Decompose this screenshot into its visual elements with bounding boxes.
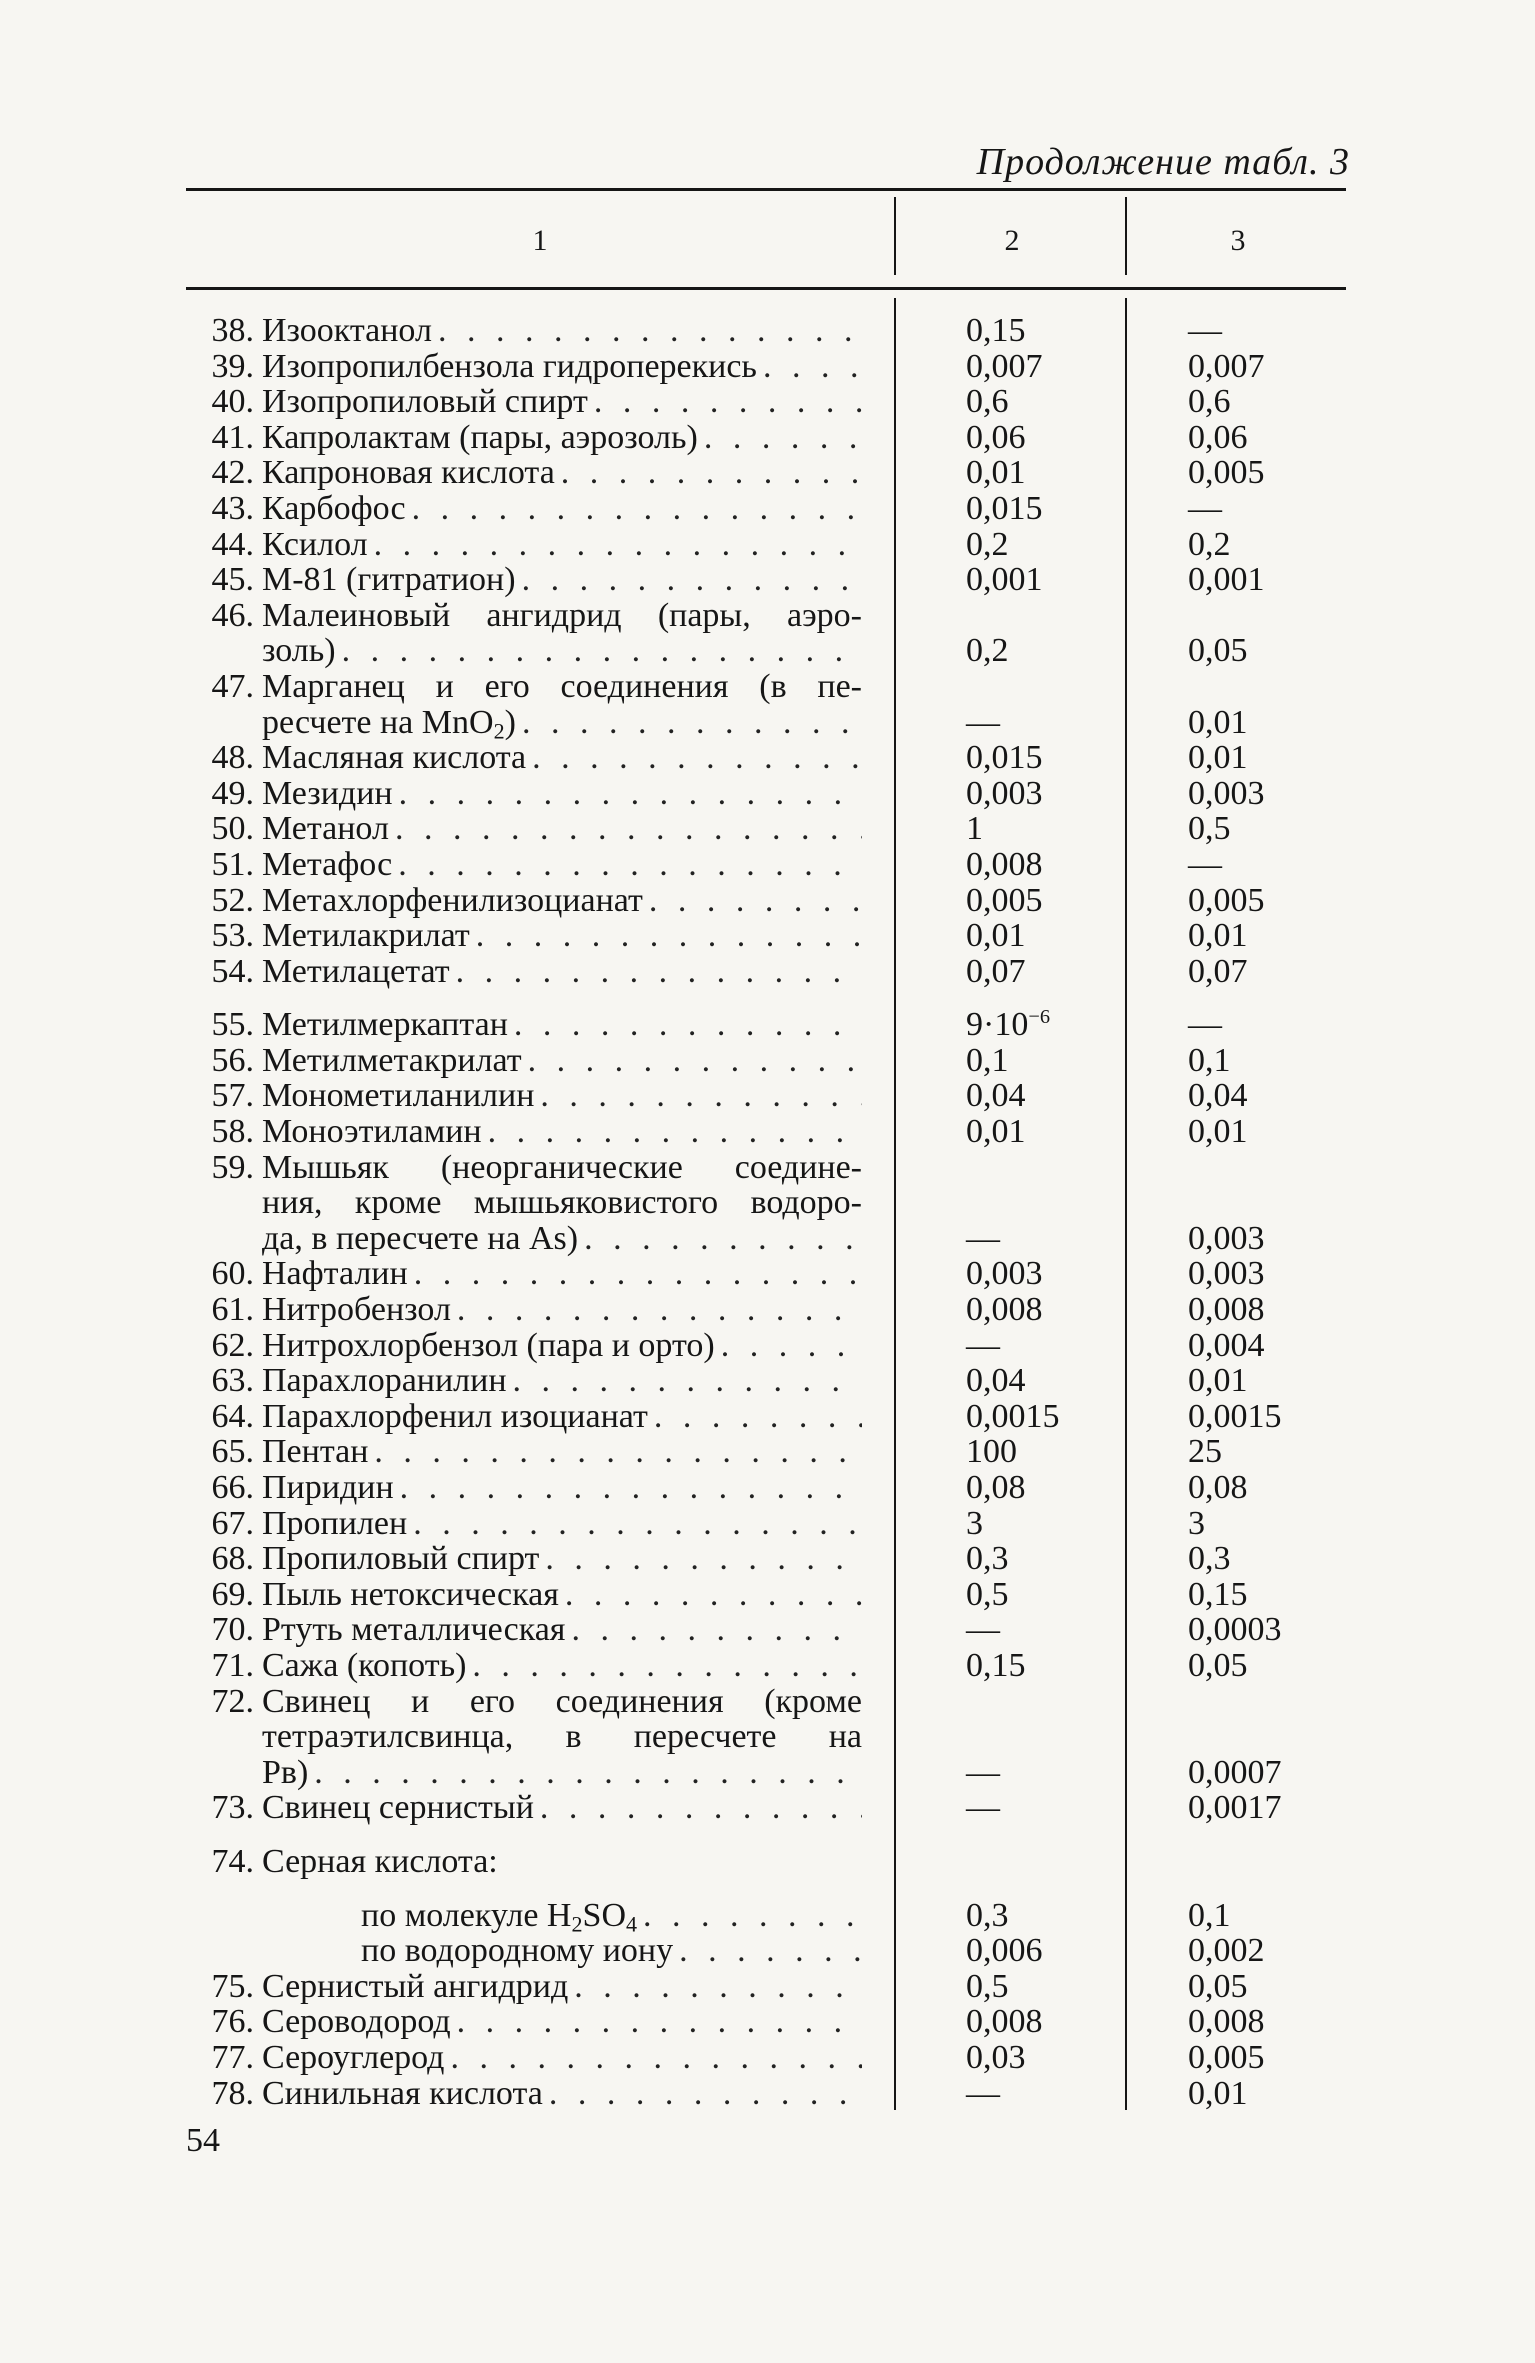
substance-name: Марганец и его соединения (в пе- ресчете на MnO$_2$) . . .	[262, 669, 862, 740]
value-column-3: —	[1188, 489, 1222, 527]
table-row	[186, 954, 1346, 990]
substance-name: Ксилол . . .	[262, 527, 862, 563]
row-number: 49.	[211, 774, 254, 812]
table-row	[186, 491, 1346, 527]
value-column-2: 0,3	[966, 1896, 1009, 1934]
value-column-3: 0,003	[1188, 774, 1265, 812]
dot-leader	[507, 1363, 862, 1399]
substance-name: Метахлорфенилизоцианат . . .	[262, 883, 862, 919]
value-column-3: 3	[1188, 1504, 1205, 1542]
value-column-3: 0,003	[1188, 1255, 1265, 1293]
table-row	[186, 2040, 1346, 2076]
dot-leader	[568, 1969, 862, 2005]
row-number: 41.	[211, 418, 254, 456]
value-column-2: 0,01	[966, 1113, 1026, 1151]
dot-leader	[516, 705, 862, 741]
dot-leader	[559, 1577, 862, 1613]
value-column-2: —	[966, 1753, 1000, 1791]
value-column-3: 0,6	[1188, 383, 1231, 421]
column-header-2: 2	[1004, 224, 1020, 257]
value-column-3: 0,0003	[1188, 1611, 1282, 1649]
value-column-3: 25	[1188, 1433, 1222, 1471]
dot-leader	[757, 349, 862, 385]
row-number: 75.	[211, 1967, 254, 2005]
table-row	[186, 1790, 1346, 1826]
dot-leader	[578, 1221, 862, 1257]
dot-leader	[555, 455, 862, 491]
substance-name: Парахлорфенил изоцианат . . .	[262, 1399, 862, 1435]
substance-name: Пропилен . . .	[262, 1506, 862, 1542]
row-number: 53.	[211, 917, 254, 955]
value-column-2: 0,04	[966, 1077, 1026, 1115]
table-row	[186, 1328, 1346, 1364]
substance-name: по молекуле $H_2SO_4$ . . .	[361, 1898, 862, 1934]
substance-name: Свинец сернистый . . .	[262, 1790, 862, 1826]
row-number: 57.	[211, 1077, 254, 1115]
substance-name: Пыль нетоксическая . . .	[262, 1577, 862, 1613]
value-column-3: 0,0015	[1188, 1397, 1282, 1435]
table-row	[186, 384, 1346, 420]
header-bottom-rule	[186, 287, 1346, 290]
value-column-2: 0,15	[966, 1646, 1026, 1684]
row-number: 61.	[211, 1291, 254, 1329]
table-row	[186, 918, 1346, 954]
substance-name: Метилакрилат . . .	[262, 918, 862, 954]
row-number: 73.	[211, 1789, 254, 1827]
row-number: 68.	[211, 1540, 254, 1578]
value-column-3: 0,05	[1188, 1646, 1248, 1684]
value-column-2: 0,015	[966, 489, 1043, 527]
substance-name: по водородному иону . . .	[361, 1933, 862, 1969]
dot-leader	[394, 1470, 862, 1506]
value-column-3: 0,3	[1188, 1540, 1231, 1578]
row-number: 40.	[211, 383, 254, 421]
substance-name: Пиридин . . .	[262, 1470, 862, 1506]
value-column-3: —	[1188, 312, 1222, 349]
value-column-2: 0,5	[966, 1967, 1009, 2005]
dot-leader	[393, 776, 862, 812]
dot-leader	[482, 1114, 862, 1150]
table-row	[186, 1969, 1346, 2005]
dot-leader	[451, 2004, 862, 2040]
table-row	[186, 667, 1346, 744]
value-column-3: 0,01	[1188, 739, 1248, 777]
row-number: 47.	[211, 667, 254, 705]
table-row	[186, 1078, 1346, 1114]
dot-leader	[508, 1007, 862, 1043]
row-number: 60.	[211, 1255, 254, 1293]
table-row	[186, 455, 1346, 491]
table-row	[186, 883, 1346, 919]
value-column-3: 0,06	[1188, 418, 1248, 456]
dot-leader	[715, 1328, 862, 1364]
row-number: 56.	[211, 1041, 254, 1079]
substance-name: Карбофос . . .	[262, 491, 862, 527]
value-column-2: 0,15	[966, 312, 1026, 349]
row-number: 50.	[211, 810, 254, 848]
dot-leader	[308, 1755, 862, 1791]
value-column-2: —	[966, 1326, 1000, 1364]
value-column-3: 0,008	[1188, 1291, 1265, 1329]
value-column-2: 0,008	[966, 1291, 1043, 1329]
value-column-3: —	[1188, 845, 1222, 883]
row-number: 65.	[211, 1433, 254, 1471]
row-number: 46.	[211, 596, 254, 634]
table-row	[186, 811, 1346, 847]
value-column-3: 0,0017	[1188, 1789, 1282, 1827]
row-number: 38.	[211, 312, 254, 349]
dot-leader	[588, 384, 862, 420]
value-column-2: —	[966, 1611, 1000, 1649]
value-column-2: 0,01	[966, 454, 1026, 492]
substance-name: Пентан . . .	[262, 1434, 862, 1470]
value-column-2: 0,0015	[966, 1397, 1060, 1435]
dot-leader	[565, 1612, 862, 1648]
substance-name: Метафос . . .	[262, 847, 862, 883]
value-column-3: 0,005	[1188, 2038, 1265, 2076]
table-row	[186, 1256, 1346, 1292]
table-row	[186, 1612, 1346, 1648]
row-number: 42.	[211, 454, 254, 492]
header-divider-1	[894, 197, 896, 275]
value-column-2: —	[966, 703, 1000, 741]
value-column-2: 0,06	[966, 418, 1026, 456]
column-header-1: 1	[532, 224, 548, 257]
table-row	[186, 562, 1346, 598]
substance-name: Малеиновый ангидрид (пары, аэро- золь) . . .	[262, 598, 862, 669]
table-row	[186, 2076, 1346, 2112]
column-header-3: 3	[1230, 224, 1246, 257]
dot-leader	[368, 527, 862, 563]
value-column-3: 0,007	[1188, 347, 1265, 385]
value-column-2: 0,008	[966, 2003, 1043, 2041]
value-column-3: 0,0007	[1188, 1753, 1282, 1791]
substance-name: Изопропилбензола гидроперекись . . .	[262, 349, 862, 385]
substance-name: Нафталин . . .	[262, 1256, 862, 1292]
table-row	[186, 1399, 1346, 1435]
value-column-3: 0,008	[1188, 2003, 1265, 2041]
value-column-3: 0,003	[1188, 1219, 1265, 1257]
dot-leader	[470, 918, 862, 954]
dot-leader	[444, 2040, 862, 2076]
table-row	[186, 1363, 1346, 1399]
value-column-3: 0,1	[1188, 1041, 1231, 1079]
table-row	[186, 1150, 1346, 1257]
table-row	[186, 1648, 1346, 1684]
dot-leader	[543, 2076, 862, 2112]
table-row	[186, 1007, 1346, 1043]
value-column-2: 0,003	[966, 774, 1043, 812]
substance-name: Парахлоранилин . . .	[262, 1363, 862, 1399]
row-number: 43.	[211, 489, 254, 527]
value-column-2: 0,003	[966, 1255, 1043, 1293]
row-number: 72.	[211, 1682, 254, 1720]
value-column-2: 100	[966, 1433, 1017, 1471]
dot-leader	[451, 1292, 862, 1328]
value-column-3: 0,05	[1188, 1967, 1248, 2005]
row-number: 48.	[211, 739, 254, 777]
dot-leader	[522, 1043, 862, 1079]
value-column-3: 0,08	[1188, 1469, 1248, 1506]
value-column-2: —	[966, 1219, 1000, 1257]
value-column-3: 0,004	[1188, 1326, 1265, 1364]
table-row	[186, 1292, 1346, 1328]
value-column-2: 0,07	[966, 952, 1026, 990]
row-number: 64.	[211, 1397, 254, 1435]
value-column-2: —	[966, 1789, 1000, 1827]
value-column-3: 0,01	[1188, 1362, 1248, 1400]
dot-leader	[673, 1933, 862, 1969]
value-column-2: 0,008	[966, 845, 1043, 883]
dot-leader	[466, 1648, 862, 1684]
dot-leader	[637, 1898, 862, 1934]
dot-leader	[526, 740, 862, 776]
row-number: 69.	[211, 1575, 254, 1613]
table-row	[186, 1933, 1346, 1969]
table-row	[186, 1114, 1346, 1150]
table-continuation-caption: Продолжение табл. 3	[976, 141, 1350, 183]
dot-leader	[698, 420, 862, 456]
table-top-rule	[186, 188, 1346, 191]
dot-leader	[450, 954, 862, 990]
dot-leader	[406, 491, 862, 527]
substance-name: Пропиловый спирт . . .	[262, 1541, 862, 1577]
table-row	[186, 527, 1346, 563]
value-column-2: 0,2	[966, 632, 1009, 670]
value-column-2: 1	[966, 810, 983, 848]
row-number: 63.	[211, 1362, 254, 1400]
value-column-3: 0,002	[1188, 1932, 1265, 1970]
substance-name: Моноэтиламин . . .	[262, 1114, 862, 1150]
table-row	[186, 349, 1346, 385]
value-column-2: 0,08	[966, 1469, 1026, 1506]
table-row	[186, 313, 1346, 349]
table-row	[186, 1434, 1346, 1470]
table-row	[186, 420, 1346, 456]
row-number: 78.	[211, 2074, 254, 2112]
page-number: 54	[186, 2122, 220, 2159]
value-column-3: 0,15	[1188, 1575, 1248, 1613]
value-column-3: 0,001	[1188, 561, 1265, 599]
row-number: 66.	[211, 1469, 254, 1506]
value-column-2: 0,006	[966, 1932, 1043, 1970]
dot-leader	[516, 562, 862, 598]
substance-name: Изооктанол . . .	[262, 313, 862, 349]
value-column-3: 0,005	[1188, 881, 1265, 919]
value-column-3: 0,01	[1188, 917, 1248, 955]
dot-leader	[407, 1506, 862, 1542]
value-column-2: 0,04	[966, 1362, 1026, 1400]
row-number: 44.	[211, 525, 254, 563]
value-column-2: 0,3	[966, 1540, 1009, 1578]
value-column-3: —	[1188, 1006, 1222, 1044]
row-number: 59.	[211, 1148, 254, 1186]
value-column-2: $9\cdot 10^{-6}$	[966, 1006, 1051, 1044]
dot-leader	[408, 1256, 862, 1292]
value-column-3: 0,2	[1188, 525, 1231, 563]
substance-name: Серная кислота:	[262, 1842, 498, 1880]
value-column-3: 0,04	[1188, 1077, 1248, 1115]
row-number: 54.	[211, 952, 254, 990]
value-column-2: 0,1	[966, 1041, 1009, 1079]
dot-leader	[336, 633, 862, 669]
value-column-3: 0,01	[1188, 703, 1248, 741]
substance-name: Сернистый ангидрид . . .	[262, 1969, 862, 2005]
substance-name: Свинец и его соединения (кроме тетраэтилсвинца, в пересчете на Pв) . . .	[262, 1684, 862, 1791]
value-column-3: 0,1	[1188, 1896, 1231, 1934]
table-row	[186, 1541, 1346, 1577]
value-column-3: 0,07	[1188, 952, 1248, 990]
dot-leader	[643, 883, 862, 919]
substance-name: Метилацетат . . .	[262, 954, 862, 990]
substance-name: Метилмеркаптан . . .	[262, 1007, 862, 1043]
value-column-3: 0,05	[1188, 632, 1248, 670]
substance-name: Синильная кислота . . .	[262, 2076, 862, 2112]
substance-name: Капроновая кислота . . .	[262, 455, 862, 491]
value-column-2: 0,001	[966, 561, 1043, 599]
row-number: 77.	[211, 2038, 254, 2076]
table-row	[186, 1470, 1346, 1506]
substance-name: Ртуть металлическая . . .	[262, 1612, 862, 1648]
value-column-2: 0,03	[966, 2038, 1026, 2076]
table-row	[186, 1844, 1346, 1880]
value-column-2: 0,6	[966, 383, 1009, 421]
row-number: 52.	[211, 881, 254, 919]
substance-name: Мезидин . . .	[262, 776, 862, 812]
dot-leader	[432, 313, 862, 349]
table-body	[186, 313, 1346, 2111]
row-number: 58.	[211, 1113, 254, 1151]
substance-name: Масляная кислота . . .	[262, 740, 862, 776]
substance-name: Мышьяк (неорганические соедине- ния, кроме мышьяковистого водоро- да, в пересчете на As) . . .	[262, 1150, 862, 1257]
header-divider-2	[1125, 197, 1127, 275]
row-number: 45.	[211, 561, 254, 599]
value-column-2: 0,5	[966, 1575, 1009, 1613]
table-row	[186, 1506, 1346, 1542]
value-column-2: 0,2	[966, 525, 1009, 563]
substance-name: Метилметакрилат . . .	[262, 1043, 862, 1079]
dot-leader	[534, 1790, 862, 1826]
row-number: 62.	[211, 1326, 254, 1364]
table-row	[186, 598, 1346, 669]
substance-name: Капролактам (пары, аэрозоль) . . .	[262, 420, 862, 456]
dot-leader	[648, 1399, 862, 1435]
substance-name: Нитрохлорбензол (пара и орто) . . .	[262, 1328, 862, 1364]
row-number: 51.	[211, 845, 254, 883]
table-row	[186, 1577, 1346, 1613]
dot-leader	[389, 811, 862, 847]
value-column-3: 0,01	[1188, 1113, 1248, 1151]
substance-name: Изопропиловый спирт . . .	[262, 384, 862, 420]
table-row	[186, 1684, 1346, 1791]
table-row	[186, 847, 1346, 883]
value-column-2: 3	[966, 1504, 983, 1542]
substance-name: М-81 (гитратион) . . .	[262, 562, 862, 598]
table-row	[186, 1896, 1346, 1937]
row-number: 67.	[211, 1504, 254, 1542]
table-row	[186, 776, 1346, 812]
value-column-2: 0,015	[966, 739, 1043, 777]
value-column-2: 0,01	[966, 917, 1026, 955]
substance-name: Сероуглерод . . .	[262, 2040, 862, 2076]
value-column-2: 0,007	[966, 347, 1043, 385]
table-row	[186, 740, 1346, 776]
value-column-2: 0,005	[966, 881, 1043, 919]
substance-name: Метанол . . .	[262, 811, 862, 847]
row-number: 55.	[211, 1006, 254, 1044]
value-column-3: 0,01	[1188, 2074, 1248, 2112]
dot-leader	[392, 847, 862, 883]
table-row	[186, 1043, 1346, 1079]
substance-name: Сажа (копоть) . . .	[262, 1648, 862, 1684]
dot-leader	[539, 1541, 862, 1577]
substance-name: Сероводород . . .	[262, 2004, 862, 2040]
substance-name: Монометиланилин . . .	[262, 1078, 862, 1114]
dot-leader	[534, 1078, 862, 1114]
substance-name: Нитробензол . . .	[262, 1292, 862, 1328]
dot-leader	[368, 1434, 862, 1470]
table-row	[186, 2004, 1346, 2040]
row-number: 70.	[211, 1611, 254, 1649]
value-column-3: 0,5	[1188, 810, 1231, 848]
row-number: 74.	[211, 1842, 254, 1880]
value-column-3: 0,005	[1188, 454, 1265, 492]
row-number: 39.	[211, 347, 254, 385]
row-number: 71.	[211, 1646, 254, 1684]
value-column-2: —	[966, 2074, 1000, 2112]
row-number: 76.	[211, 2003, 254, 2041]
